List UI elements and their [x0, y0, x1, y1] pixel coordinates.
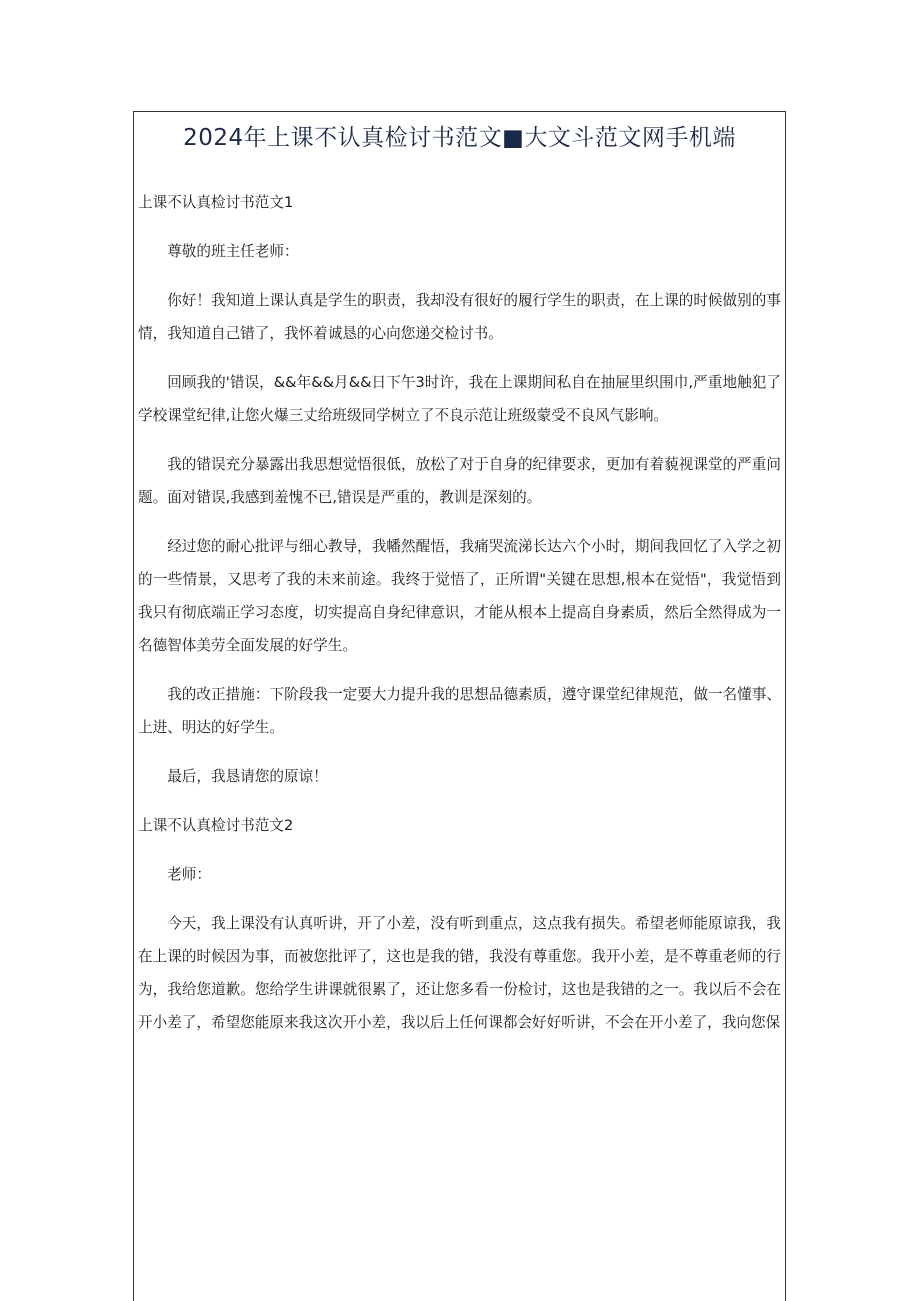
salutation: 老师： — [167, 866, 211, 883]
salutation: 尊敬的班主任老师： — [167, 243, 299, 260]
document-body — [138, 186, 781, 1055]
section-heading: 上课不认真检讨书范文1 — [138, 194, 294, 211]
section-heading: 上课不认真检讨书范文2 — [138, 817, 294, 834]
document-title: 2024年上课不认真检讨书范文■大文斗范文网手机端 — [183, 125, 736, 151]
body-paragraph: 经过您的耐心批评与细心教导，我幡然醒悟，我痛哭流涕长达六个小时，期间我回忆了入学之初的一些情景，又思考了我的未来前途。我终于觉悟了，正所谓"关键在思想,根本在觉悟"，我觉悟到我只有彻底端正学习态度，切实提高自身纪律意识，才能从根本上提高自身素质，然后全然得成为一名德智体美劳全面发展的好学生。 — [138, 538, 781, 654]
body-paragraph: 回顾我的'错误，&&年&&月&&日下午3时许，我在上课期间私自在抽屉里织围巾,严重地触犯了学校课堂纪律,让您火爆三丈给班级同学树立了不良示范让班级蒙受不良风气影响。 — [138, 374, 781, 424]
body-paragraph: 我的错误充分暴露出我思想觉悟很低，放松了对于自身的纪律要求，更加有着藐视课堂的严重问题。面对错误,我感到羞愧不已,错误是严重的，教训是深刻的。 — [138, 456, 781, 506]
body-paragraph: 你好！我知道上课认真是学生的职责，我却没有很好的履行学生的职责，在上课的时候做别的事情，我知道自己错了，我怀着诚恳的心向您递交检讨书。 — [138, 292, 781, 342]
body-paragraph: 我的改正措施：下阶段我一定要大力提升我的思想品德素质，遵守课堂纪律规范，做一名懂事、上进、明达的好学生。 — [138, 686, 781, 736]
body-paragraph: 今天，我上课没有认真听讲，开了小差，没有听到重点，这点我有损失。希望老师能原谅我，我在上课的时候因为事，而被您批评了，这也是我的错，我没有尊重您。我开小差，是不尊重老师的行为，我给您道歉。您给学生讲课就很累了，还让您多看一份检讨，这也是我错的之一。我以后不会在开小差了，希望您能原来我这次开小差，我以后上任何课都会好好听讲，不会在开小差了，我向您保 — [138, 915, 781, 1031]
closing-line: 最后，我恳请您的原谅！ — [167, 768, 328, 785]
document-page — [133, 111, 786, 1301]
